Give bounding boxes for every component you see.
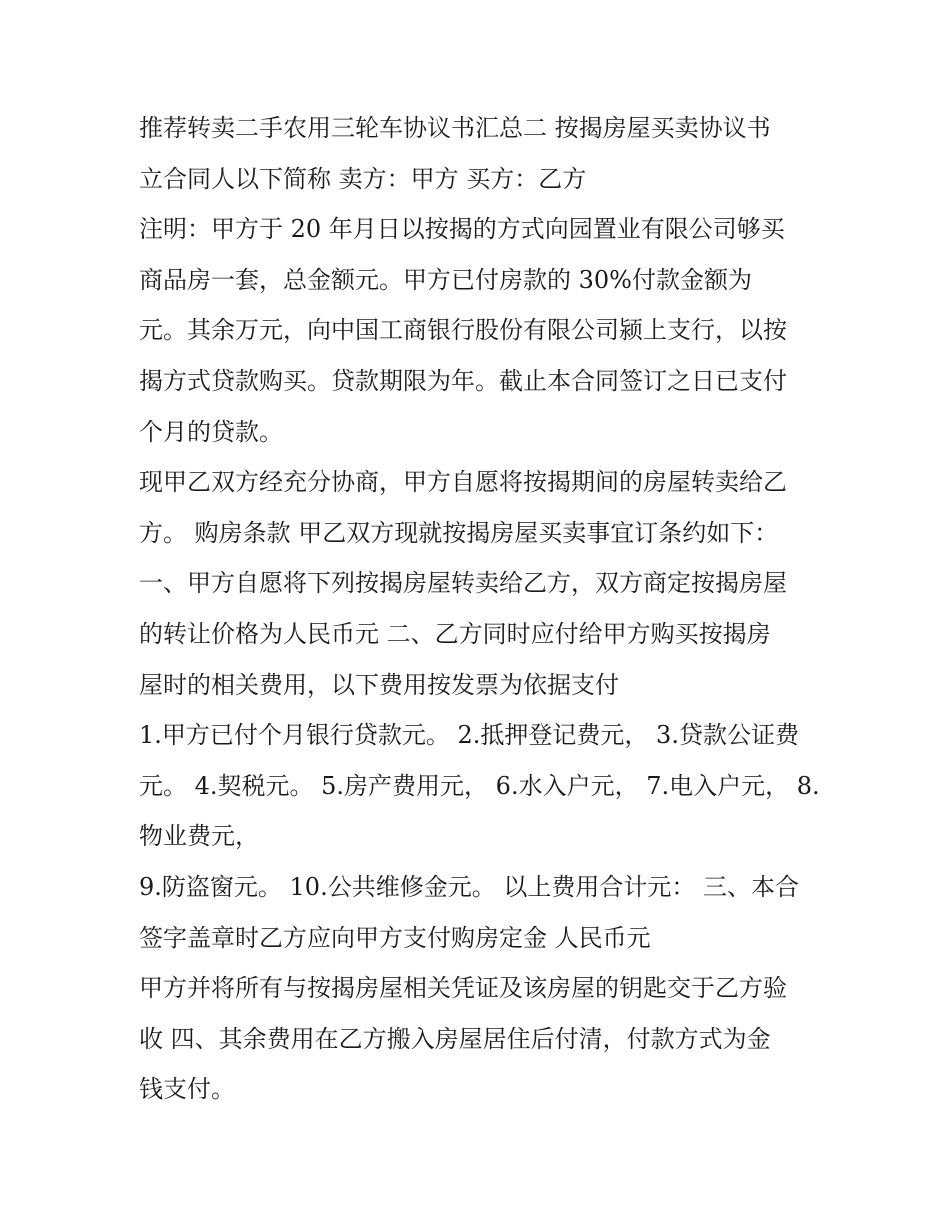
text-line: 屋时的相关费用，以下费用按发票为依据支付 bbox=[139, 670, 619, 699]
text-line: 9.防盗窗元。 10.公共维修金元。 以上费用合计元： 三、本合 bbox=[139, 872, 799, 901]
text-line: 甲方并将所有与按揭房屋相关凭证及该房屋的钥匙交于乙方验 bbox=[139, 974, 787, 1003]
text-line: 的转让价格为人民币元 二、乙方同时应付给甲方购买按揭房 bbox=[139, 619, 771, 648]
text-line: 注明：甲方于 20 年月日以按揭的方式向园置业有限公司够买 bbox=[139, 215, 785, 244]
text-line: 方。 购房条款 甲乙双方现就按揭房屋买卖事宜订条约如下： bbox=[139, 518, 779, 547]
text-line: 商品房一套，总金额元。甲方已付房款的 30%付款金额为 bbox=[139, 265, 752, 294]
text-line: 一、甲方自愿将下列按揭房屋转卖给乙方，双方商定按揭房屋 bbox=[139, 569, 787, 598]
text-line: 钱支付。 bbox=[139, 1075, 235, 1104]
text-line: 个月的贷款。 bbox=[139, 417, 283, 446]
text-line: 物业费元， bbox=[139, 822, 259, 851]
text-line: 揭方式贷款购买。贷款期限为年。截止本合同签订之日已支付 bbox=[139, 366, 787, 395]
text-line: 签字盖章时乙方应向甲方支付购房定金 人民币元 bbox=[139, 923, 651, 952]
text-line: 收 四、其余费用在乙方搬入房屋居住后付清，付款方式为金 bbox=[139, 1024, 771, 1053]
text-line: 1.甲方已付个月银行贷款元。 2.抵押登记费元， 3.贷款公证费 bbox=[139, 721, 799, 750]
text-line: 现甲乙双方经充分协商，甲方自愿将按揭期间的房屋转卖给乙 bbox=[139, 468, 787, 497]
text-line: 元。 4.契税元。 5.房产费用元， 6.水入户元， 7.电入户元， 8. bbox=[139, 771, 820, 800]
text-line: 立合同人以下简称 卖方：甲方 买方：乙方 bbox=[139, 164, 587, 193]
text-line: 元。其余万元，向中国工商银行股份有限公司颍上支行，以按 bbox=[139, 316, 787, 345]
document-body bbox=[139, 103, 819, 1115]
text-line: 推荐转卖二手农用三轮车协议书汇总二 按揭房屋买卖协议书 bbox=[139, 114, 771, 142]
